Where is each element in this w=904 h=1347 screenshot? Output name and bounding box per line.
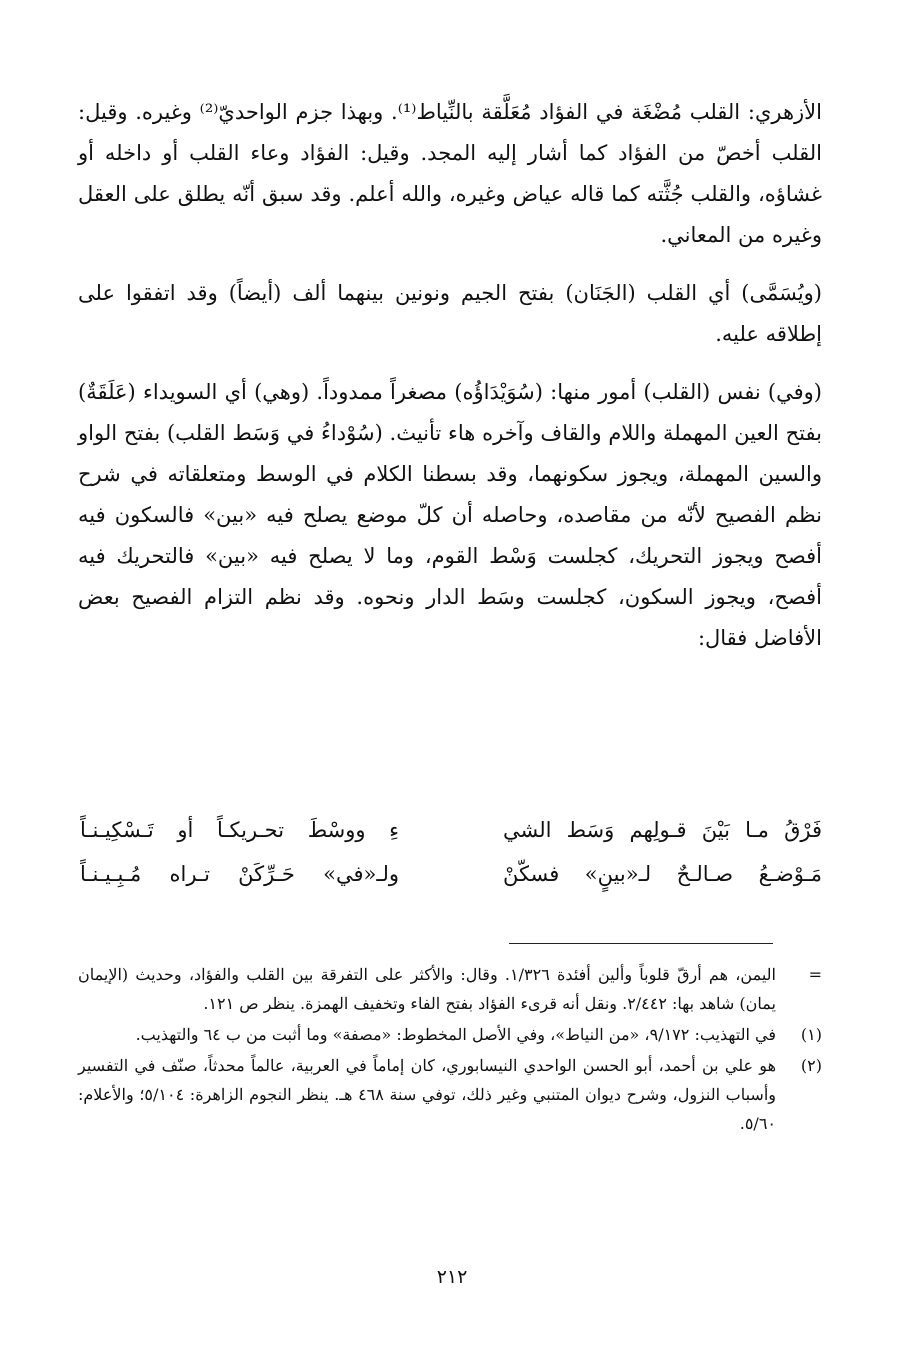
footnote-marker: (١) <box>800 1025 822 1044</box>
footnote-marker: (٢) <box>800 1056 822 1075</box>
verse-first-hemistich: مَـوْضـعُ صـالـحٌ لـ«بينٍ» فسكّنْ <box>502 862 822 886</box>
footnote <box>78 1051 822 1138</box>
main-text-block <box>78 92 822 659</box>
footnote-text: اليمن، هم أرقّ قلوباً وألين أفئدة ١/٣٢٦. وقال: والأكثر على التفرقة بين القلب والفؤاد، وحديث (الإيمان يمان) شاهد بها: ٢/٤٤٢. ونقل أنه قرىء الفؤاد بفتح الفاء وتخفيف الهمزة. ينظر ص ١٢١. <box>78 965 777 1013</box>
footnote-separator <box>509 943 773 944</box>
footnote <box>78 960 822 1018</box>
footnote-text: في التهذيب: ٩/١٧٢، «من النياط»، وفي الأصل المخطوط: «مصفة» وما أثبت من ب ٦٤ والتهذيب. <box>135 1025 776 1044</box>
page-number: ٢١٢ <box>436 1266 468 1288</box>
verse-first-hemistich: فَرْقُ مـا بَيْنَ قـولِهم وَسَط الشي <box>502 818 822 842</box>
footnotes <box>78 960 822 1140</box>
paragraph: (ويُسَمَّى) أي القلب (الجَنَان) بفتح الجيم ونونين بينهما ألف (أيضاً) وقد اتفقوا على إطلاقه عليه. <box>78 281 822 346</box>
footnote-marker: = <box>808 965 822 984</box>
footnote-text: هو علي بن أحمد، أبو الحسن الواحدي النيسابوري، كان إماماً في العربية، عالماً محدثاً، صنّف في التفسير وأسباب النزول، وشرح ديوان المتنبي وغير ذلك، توفي سنة ٤٦٨ هـ. ينظر النجوم الزاهرة: ٥/١٠٤؛ والأعلام: ٥/٦٠. <box>78 1056 776 1133</box>
verse-second-hemistich: ءِ ووسْطَ تحـريكـاً أو تَـسْكِيـنـاً <box>80 818 400 842</box>
paragraph: الأزهري: القلب مُضْغَة في الفؤاد مُعَلَّقة بالنِّياط⁽¹⁾. وبهذا جزم الواحديّ⁽²⁾ وغيره. وقيل: القلب أخصّ من الفؤاد كما أشار إليه المجد. وقيل: الفؤاد وعاء القلب أو داخله أو غشاؤه، والقلب جُثَّته كما قاله عياض وغيره، والله أعلم. وقد سبق أنّه يطلق على العقل وغيره من المعاني. <box>78 100 822 247</box>
footnote <box>78 1020 822 1049</box>
paragraph: (وفي) نفس (القلب) أمور منها: (سُوَيْدَاؤُه) مصغراً ممدوداً. (وهي) أي السويداء (عَلَقَةٌ) بفتح العين المهملة واللام والقاف وآخره هاء تأنيث. (سُوْداءُ في وَسَط القلب) بفتح الواو والسين المهملة، ويجوز سكونهما، وقد بسطنا الكلام في الوسط ومتعلقاته في شرح نظم الفصيح لأنّه من مقاصده، وحاصله أن كلّ موضع يصلح فيه «بين» فالسكون فيه أفصح ويجوز التحريك، كجلست وَسْط القوم، وما لا يصلح فيه «بين» فالتحريك فيه أفصح، ويجوز السكون، كجلست وسَط الدار ونحوه. وقد نظم التزام الفصيح بعض الأفاضل فقال: <box>78 380 822 650</box>
verse-line <box>80 808 822 852</box>
verse-second-hemistich: ولـ«في» حَـرِّكَنْ تـراه مُـبِـيـنـاً <box>80 862 400 886</box>
poem-verses <box>80 808 822 896</box>
verse-line <box>80 852 822 896</box>
